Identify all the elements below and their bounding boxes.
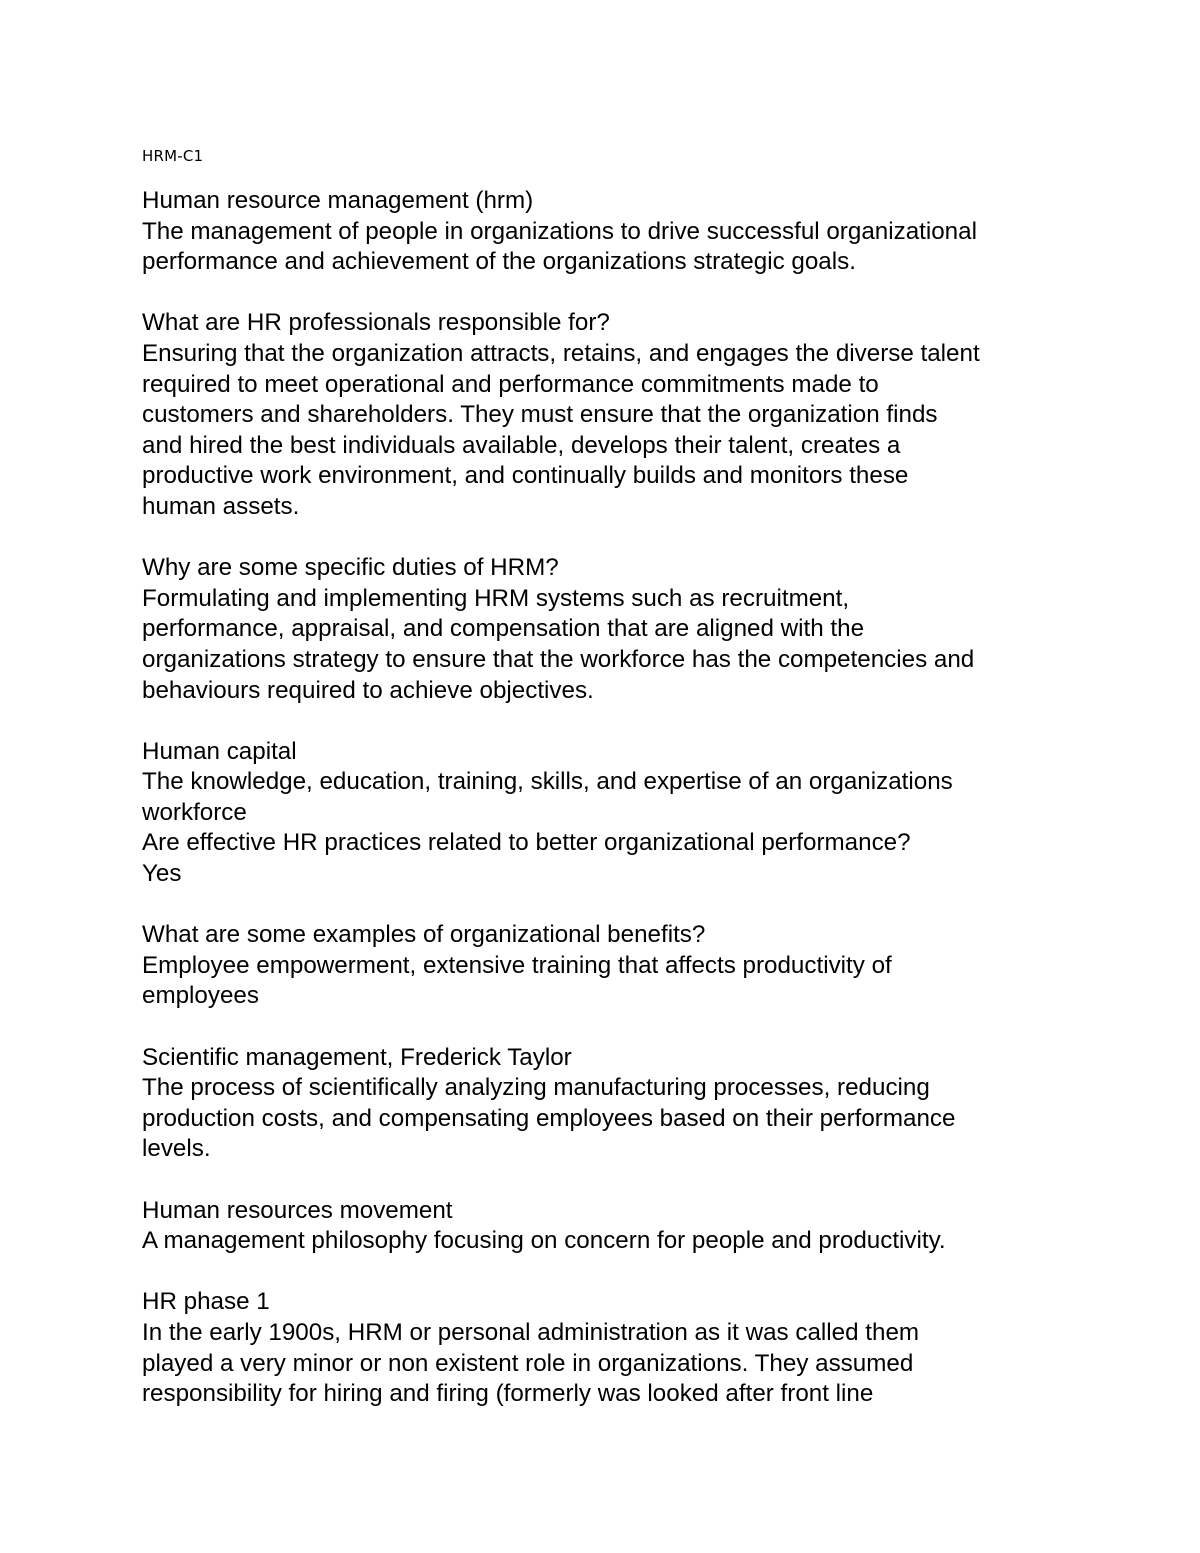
text-line: In the early 1900s, HRM or personal administration as it was called them [142, 1318, 920, 1346]
text-line: Human resource management (hrm) [142, 187, 534, 214]
text-line: workforce [142, 798, 247, 826]
text-line: The knowledge, education, training, skills, and expertise of an organizations [142, 768, 953, 796]
text-line: productive work environment, and continually builds and monitors these [142, 462, 909, 490]
text-line: behaviours required to achieve objectives. [142, 676, 594, 704]
text-line: levels. [142, 1135, 211, 1163]
text-line: customers and shareholders. They must ensure that the organization finds [142, 401, 938, 429]
text-line: required to meet operational and performance commitments made to [142, 370, 879, 398]
blank-line [142, 1257, 1142, 1288]
text-line: HR phase 1 [142, 1288, 270, 1316]
text-line: Are effective HR practices related to better organizational performance? [142, 829, 911, 857]
text-line: Yes [142, 860, 182, 888]
document-body [142, 186, 1142, 1410]
text-line: The management of people in organizations to drive successful organizational [142, 217, 977, 245]
text-line: and hired the best individuals available, develops their talent, creates a [142, 431, 901, 459]
text-line: responsibility for hiring and firing (formerly was looked after front line [142, 1380, 874, 1408]
text-line: performance and achievement of the organizations strategic goals. [142, 248, 856, 276]
text-line: Ensuring that the organization attracts, retains, and engages the diverse talent [142, 339, 980, 367]
text-line: The process of scientifically analyzing manufacturing processes, reducing [142, 1074, 930, 1102]
text-line: organizations strategy to ensure that the workforce has the competencies and [142, 645, 975, 673]
text-line: human assets. [142, 492, 300, 520]
page-header: HRM-C1 [142, 147, 204, 165]
text-line: What are some examples of organizational benefits? [142, 921, 706, 949]
text-line: Employee empowerment, extensive training that affects productivity of [142, 951, 892, 979]
blank-line [142, 1012, 1142, 1043]
blank-line [142, 1165, 1142, 1196]
text-line: employees [142, 982, 259, 1010]
blank-line [142, 278, 1142, 309]
text-line: performance, appraisal, and compensation that are aligned with the [142, 615, 865, 643]
text-line: Formulating and implementing HRM systems such as recruitment, [142, 584, 850, 612]
blank-line [142, 523, 1142, 554]
text-line: production costs, and compensating employees based on their performance [142, 1104, 956, 1132]
text-line: What are HR professionals responsible for? [142, 309, 610, 337]
text-line: Scientific management, Frederick Taylor [142, 1043, 572, 1071]
text-line: Human capital [142, 737, 297, 765]
blank-line [142, 706, 1142, 737]
text-line: played a very minor or non existent role in organizations. They assumed [142, 1349, 914, 1377]
text-line: A management philosophy focusing on concern for people and productivity. [142, 1227, 946, 1255]
text-line: Human resources movement [142, 1196, 453, 1224]
text-line: Why are some specific duties of HRM? [142, 554, 559, 582]
blank-line [142, 890, 1142, 921]
